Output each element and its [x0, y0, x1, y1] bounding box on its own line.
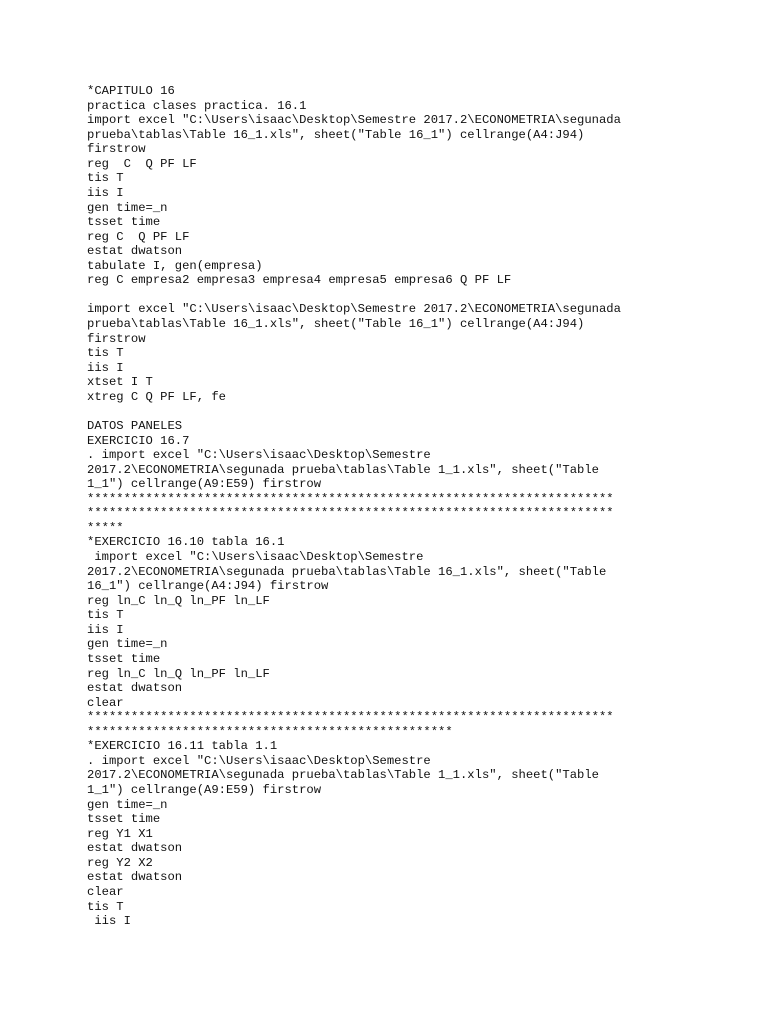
code-line: estat dwatson [87, 681, 183, 696]
code-line: tabulate I, gen(empresa) [87, 258, 263, 273]
code-line: clear [87, 884, 124, 899]
code-line: tsset time [87, 215, 161, 230]
code-line: 2017.2\ECONOMETRIA\segunada prueba\tablas\Table 16_1.xls", sheet("Table [87, 564, 607, 579]
code-line: reg C empresa2 empresa3 empresa4 empresa5 empresa6 Q PF LF [87, 273, 512, 288]
code-line: ************************************************************************ [87, 491, 614, 506]
code-line: estat dwatson [87, 841, 183, 856]
code-line: 16_1") cellrange(A4:J94) firstrow [87, 579, 329, 594]
code-line: iis I [87, 914, 131, 929]
code-line: tis T [87, 608, 124, 623]
blank-line [87, 288, 687, 303]
code-line: ***** [87, 520, 124, 535]
code-line: firstrow [87, 331, 146, 346]
code-line: ************************************************** [87, 724, 453, 739]
code-line: reg C Q PF LF [87, 229, 190, 244]
code-line: clear [87, 695, 124, 710]
code-line: import excel "C:\Users\isaac\Desktop\Semestre [87, 550, 424, 564]
code-line: import excel "C:\Users\isaac\Desktop\Semestre 2017.2\ECONOMETRIA\segunada [87, 113, 621, 128]
code-line: iis I [87, 185, 124, 200]
code-line: gen time=_n [87, 200, 168, 215]
code-line: *EXERCICIO 16.10 tabla 16.1 [87, 535, 285, 550]
code-line: 2017.2\ECONOMETRIA\segunada prueba\tablas\Table 1_1.xls", sheet("Table [87, 462, 599, 477]
code-line: ************************************************************************ [87, 506, 614, 521]
code-line: . import excel "C:\Users\isaac\Desktop\Semestre [87, 448, 431, 463]
code-line: 1_1") cellrange(A9:E59) firstrow [87, 477, 322, 492]
code-line: reg ln_C ln_Q ln_PF ln_LF [87, 593, 270, 608]
code-line: 1_1") cellrange(A9:E59) firstrow [87, 783, 322, 797]
code-line: prueba\tablas\Table 16_1.xls", sheet("Table 16_1") cellrange(A4:J94) [87, 127, 585, 142]
code-line: gen time=_n [87, 637, 168, 652]
code-line: reg C Q PF LF [87, 156, 197, 171]
code-line: iis I [87, 360, 124, 375]
code-line: *CAPITULO 16 [87, 84, 175, 98]
code-line: iis I [87, 622, 124, 637]
code-line: estat dwatson [87, 870, 183, 885]
blank-line [87, 404, 687, 419]
code-line: practica clases practica. 16.1 [87, 98, 307, 113]
code-line: gen time=_n [87, 797, 168, 812]
code-line: reg ln_C ln_Q ln_PF ln_LF [87, 666, 270, 681]
code-line: EXERCICIO 16.7 [87, 433, 190, 448]
code-line: import excel "C:\Users\isaac\Desktop\Semestre 2017.2\ECONOMETRIA\segunada [87, 302, 621, 317]
code-line: tis T [87, 346, 124, 361]
code-line: tis T [87, 899, 124, 914]
code-line: tsset time [87, 812, 161, 827]
code-line: reg Y2 X2 [87, 855, 153, 870]
code-line: ************************************************************************ [87, 710, 614, 725]
code-line: . import excel "C:\Users\isaac\Desktop\Semestre [87, 753, 431, 768]
code-line: DATOS PANELES [87, 418, 183, 433]
code-line: reg Y1 X1 [87, 826, 153, 841]
code-line: xtset I T [87, 375, 153, 390]
code-line: firstrow [87, 142, 146, 157]
code-line: *EXERCICIO 16.11 tabla 1.1 [87, 739, 278, 754]
code-line: estat dwatson [87, 244, 183, 259]
code-line: prueba\tablas\Table 16_1.xls", sheet("Table 16_1") cellrange(A4:J94) [87, 317, 585, 331]
code-line: 2017.2\ECONOMETRIA\segunada prueba\tablas\Table 1_1.xls", sheet("Table [87, 768, 599, 783]
code-line: xtreg C Q PF LF, fe [87, 389, 226, 404]
code-line: tsset time [87, 651, 161, 666]
code-line: tis T [87, 171, 124, 186]
document-body [87, 84, 687, 929]
